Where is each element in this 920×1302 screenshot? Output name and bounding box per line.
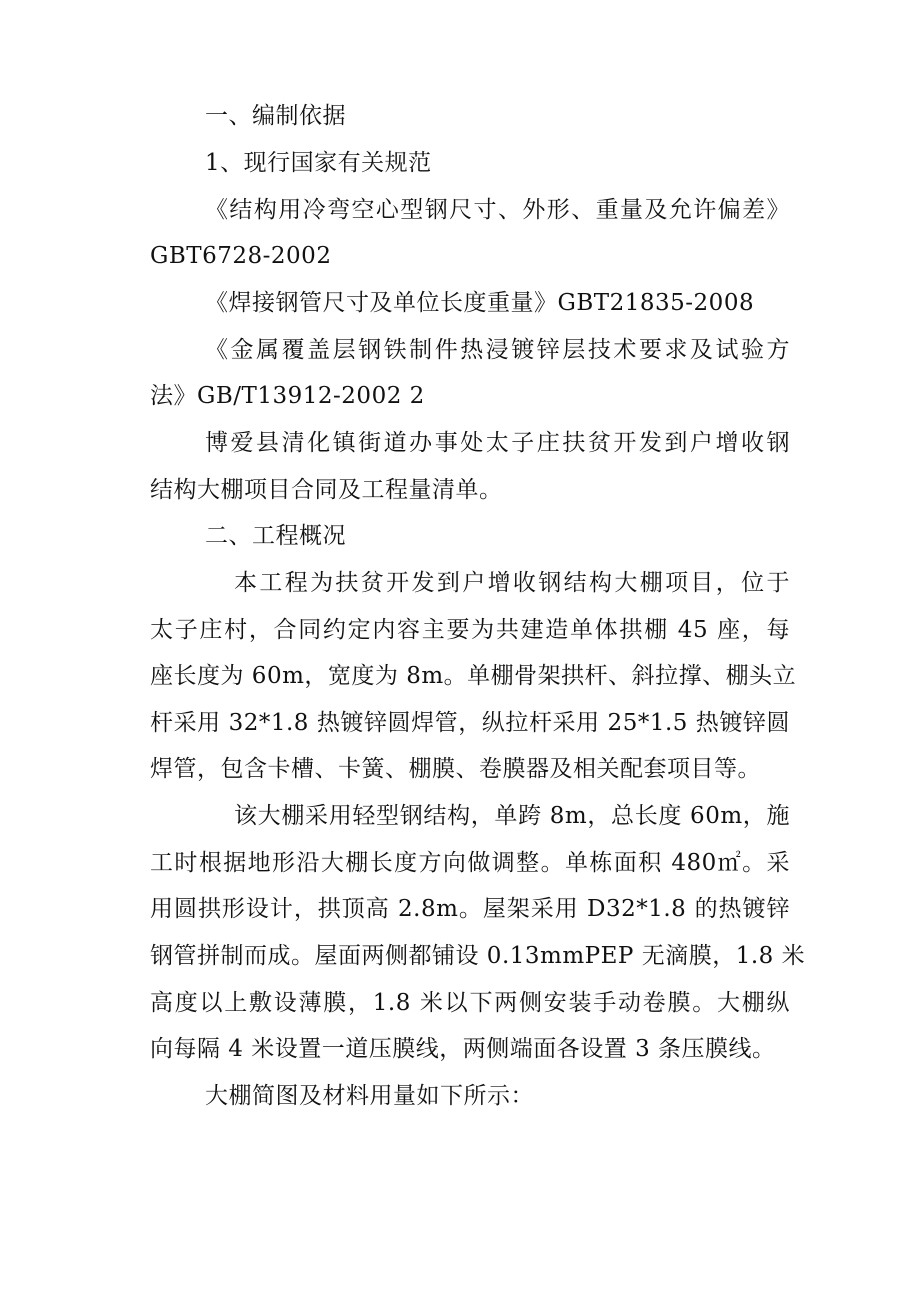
paragraph-line: 钢管拼制而成。屋面两侧都铺设 0.13mmPEP 无滴膜，1.8 米 [150,943,806,969]
paragraph-line: 结构大棚项目合同及工程量清单。 [150,477,503,503]
paragraph-line: 焊管，包含卡槽、卡簧、棚膜、卷膜器及相关配套项目等。 [150,756,761,782]
section-heading-basis: 一、编制依据 [205,103,346,129]
paragraph-line: 博爱县清化镇街道办事处太子庄扶贫开发到户增收钢 [205,430,790,456]
paragraph-line: 该大棚采用轻型钢结构，单跨 8m，总长度 60m，施 [234,803,790,829]
reference-line: 《焊接钢管尺寸及单位长度重量》GBT21835-2008 [205,290,755,316]
paragraph-line: 高度以上敷设薄膜，1.8 米以下两侧安装手动卷膜。大棚纵 [150,990,790,1016]
reference-line: 法》GB/T13912-2002 2 [150,383,425,409]
paragraph-line: 大棚简图及材料用量如下所示： [205,1083,534,1109]
paragraph-line: 工时根据地形沿大棚长度方向做调整。单栋面积 480㎡。采 [150,850,790,876]
section-heading-overview: 二、工程概况 [205,523,346,549]
paragraph-line: 太子庄村，合同约定内容主要为共建造单体拱棚 45 座，每 [150,617,790,643]
paragraph-line: 本工程为扶贫开发到户增收钢结构大棚项目，位于 [234,570,790,596]
paragraph-line: 用圆拱形设计，拱顶高 2.8m。屋架采用 D32*1.8 的热镀锌 [150,896,790,922]
reference-line: 《金属覆盖层钢铁制件热浸镀锌层技术要求及试验方 [205,337,790,363]
paragraph-line: 座长度为 60m，宽度为 8m。单棚骨架拱杆、斜拉撑、棚头立 [150,663,797,689]
paragraph-line: 杆采用 32*1.8 热镀锌圆焊管，纵拉杆采用 25*1.5 热镀锌圆 [150,710,790,736]
paragraph-line: 向每隔 4 米设置一道压膜线，两侧端面各设置 3 条压膜线。 [150,1036,776,1062]
item-national-codes: 1、现行国家有关规范 [205,150,432,176]
reference-line: GBT6728-2002 [150,243,332,269]
reference-line: 《结构用冷弯空心型钢尺寸、外形、重量及允许偏差》 [205,197,790,223]
